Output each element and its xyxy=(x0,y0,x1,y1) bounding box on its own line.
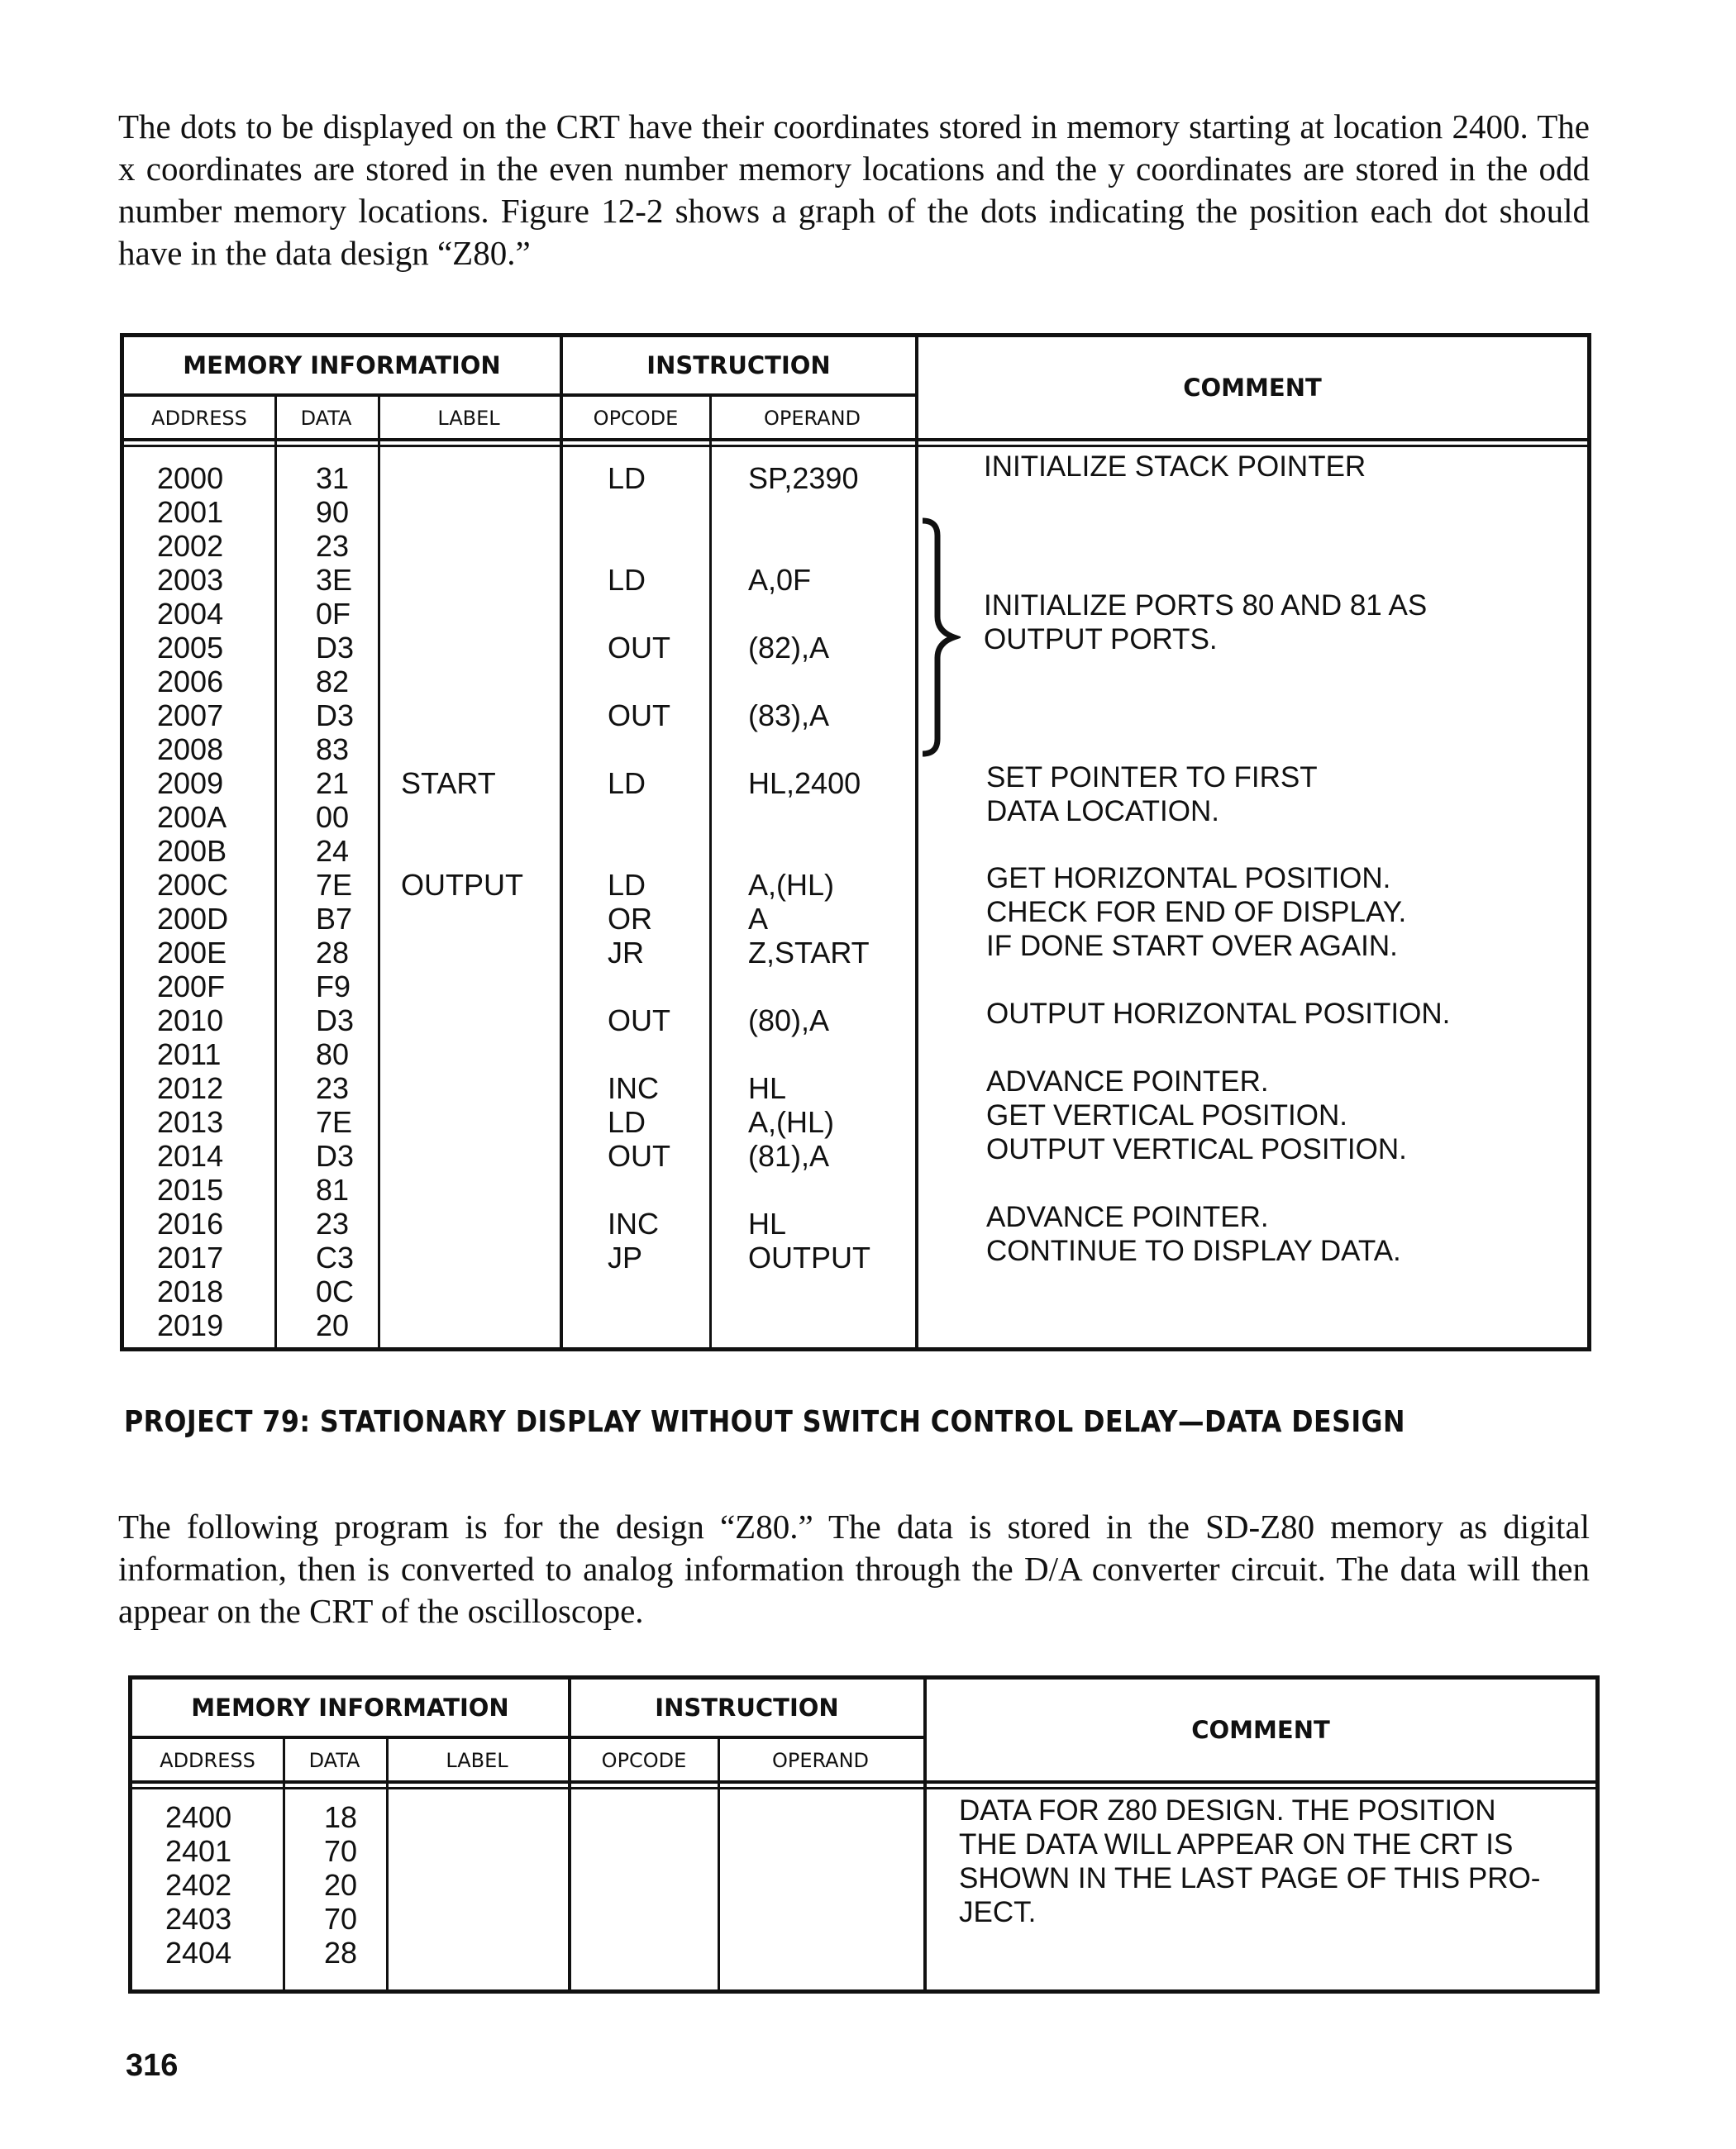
operand-column-header: OPERAND xyxy=(763,407,861,430)
data-cell: 0F xyxy=(316,597,351,631)
address-cell: 2001 xyxy=(157,495,224,529)
operand-cell: (81),A xyxy=(748,1139,830,1173)
header-bottom-rule xyxy=(132,1780,1595,1784)
address-cell: 200E xyxy=(157,936,227,970)
data-cell: D3 xyxy=(316,1003,355,1037)
data-cell: 81 xyxy=(316,1173,350,1207)
address-cell: 2013 xyxy=(157,1105,224,1139)
instruction-header: INSTRUCTION xyxy=(646,351,831,379)
project-paragraph: The following program is for the design “Z80.” The data is stored in the SD-Z80 memory as digital information, then is converted to analog information through the D/A converter circuit. The data will then appear on the CRT of the oscilloscope. xyxy=(118,1508,1590,1630)
address-cell: 2016 xyxy=(157,1207,224,1241)
comment-line: DATA LOCATION. xyxy=(986,795,1219,827)
address-cell: 200D xyxy=(157,902,229,936)
opcode-cell: INC xyxy=(608,1207,659,1241)
comment-line: CHECK FOR END OF DISPLAY. xyxy=(986,896,1407,928)
data-cell: 90 xyxy=(316,495,350,529)
opcode-cell: INC xyxy=(608,1071,659,1105)
address-cell: 2003 xyxy=(157,563,224,597)
label-column-header: LABEL xyxy=(446,1749,508,1772)
address-cell: 2401 xyxy=(165,1834,232,1868)
address-cell: 2015 xyxy=(157,1173,224,1207)
intro-paragraph: The dots to be displayed on the CRT have their coordinates stored in memory starting at location 2400. The x coordinates are stored in the even number memory locations and the y coordinates are stored in the odd number memory locations. Figure 12-2 shows a graph of the dots indicating the position each dot should have in the data design “Z80.” xyxy=(118,107,1590,272)
operand-cell: (80),A xyxy=(748,1003,830,1037)
data-cell: 23 xyxy=(316,529,350,563)
label-column-header: LABEL xyxy=(437,407,500,430)
data-comment: DATA FOR Z80 DESIGN. THE POSITION THE DATA WILL APPEAR ON THE CRT IS SHOWN IN THE LAST PAGE OF THIS PRO- JECT. xyxy=(959,1794,1541,1928)
data-cell: F9 xyxy=(316,970,351,1003)
table-row xyxy=(124,461,1587,495)
data-table xyxy=(128,1675,1600,1994)
data-cell: 18 xyxy=(324,1800,358,1834)
table-row xyxy=(124,1173,1587,1207)
address-cell: 2012 xyxy=(157,1071,224,1105)
project-heading: PROJECT 79: STATIONARY DISPLAY WITHOUT SWITCH CONTROL DELAY—DATA DESIGN xyxy=(124,1405,1405,1439)
operand-cell: HL,2400 xyxy=(748,766,861,800)
body-top-rule xyxy=(132,1787,1595,1789)
operand-column-header: OPERAND xyxy=(771,1749,870,1772)
data-cell: 21 xyxy=(316,766,350,800)
opcode-cell: LD xyxy=(608,461,646,495)
operand-cell: A xyxy=(748,902,769,936)
body-top-rule xyxy=(124,445,1587,447)
data-cell: 3E xyxy=(316,563,353,597)
address-cell: 200B xyxy=(157,834,227,868)
table-row xyxy=(124,698,1587,732)
data-cell: 24 xyxy=(316,834,350,868)
header-rule xyxy=(124,393,918,397)
address-cell: 2018 xyxy=(157,1275,224,1308)
opcode-column-header: OPCODE xyxy=(601,1749,687,1772)
comment-line: ADVANCE POINTER. xyxy=(986,1201,1269,1233)
data-cell: D3 xyxy=(316,698,355,732)
operand-cell: A,(HL) xyxy=(748,1105,835,1139)
data-cell: 70 xyxy=(324,1834,358,1868)
address-cell: 2005 xyxy=(157,631,224,665)
comment-line: GET VERTICAL POSITION. xyxy=(986,1099,1347,1132)
page-number: 316 xyxy=(126,2048,179,2083)
data-cell: 20 xyxy=(316,1308,350,1342)
address-cell: 2402 xyxy=(165,1868,232,1902)
opcode-cell: OR xyxy=(608,902,652,936)
data-cell: 00 xyxy=(316,800,350,834)
opcode-cell: OUT xyxy=(608,631,670,665)
address-cell: 2010 xyxy=(157,1003,224,1037)
data-cell: D3 xyxy=(316,1139,355,1173)
address-cell: 200C xyxy=(157,868,229,902)
data-cell: 28 xyxy=(316,936,350,970)
label-cell: START xyxy=(401,766,496,800)
opcode-cell: JP xyxy=(608,1241,643,1275)
table-row xyxy=(124,495,1587,529)
comment-line: OUTPUT PORTS. xyxy=(984,623,1218,655)
table-row xyxy=(124,1071,1587,1105)
curly-brace-icon xyxy=(919,517,961,757)
address-column-header: ADDRESS xyxy=(160,1749,255,1772)
address-cell: 2009 xyxy=(157,766,224,800)
address-cell: 2014 xyxy=(157,1139,224,1173)
operand-cell: Z,START xyxy=(748,936,870,970)
comment-header: COMMENT xyxy=(1191,1716,1330,1744)
table-row xyxy=(132,1936,1595,1970)
instruction-header: INSTRUCTION xyxy=(655,1694,839,1722)
data-cell: 83 xyxy=(316,732,350,766)
data-cell: 7E xyxy=(316,1105,353,1139)
table-row xyxy=(124,1275,1587,1308)
address-cell: 2007 xyxy=(157,698,224,732)
data-cell: 31 xyxy=(316,461,350,495)
operand-cell: SP,2390 xyxy=(748,461,859,495)
data-cell: 80 xyxy=(316,1037,350,1071)
address-cell: 2019 xyxy=(157,1308,224,1342)
address-cell: 2008 xyxy=(157,732,224,766)
memory-information-header: MEMORY INFORMATION xyxy=(183,351,501,379)
comment-line: SET POINTER TO FIRST xyxy=(986,761,1318,793)
program-table xyxy=(120,333,1591,1351)
address-cell: 2400 xyxy=(165,1800,232,1834)
data-cell: 23 xyxy=(316,1207,350,1241)
data-cell: 7E xyxy=(316,868,353,902)
opcode-cell: LD xyxy=(608,766,646,800)
comment-line: INITIALIZE STACK POINTER xyxy=(984,450,1366,483)
table-row xyxy=(124,1037,1587,1071)
data-cell: 23 xyxy=(316,1071,350,1105)
operand-cell: OUTPUT xyxy=(748,1241,870,1275)
address-cell: 2017 xyxy=(157,1241,224,1275)
header-bottom-rule xyxy=(124,438,1587,441)
data-cell: B7 xyxy=(316,902,353,936)
comment-header: COMMENT xyxy=(1183,374,1322,402)
operand-cell: A,(HL) xyxy=(748,868,835,902)
address-column-header: ADDRESS xyxy=(151,407,247,430)
data-cell: 70 xyxy=(324,1902,358,1936)
comment-line: IF DONE START OVER AGAIN. xyxy=(986,930,1398,962)
comment-line: CONTINUE TO DISPLAY DATA. xyxy=(986,1235,1401,1267)
opcode-cell: OUT xyxy=(608,1003,670,1037)
comment-line: INITIALIZE PORTS 80 AND 81 AS xyxy=(984,589,1428,622)
operand-cell: HL xyxy=(748,1207,787,1241)
address-cell: 2006 xyxy=(157,665,224,698)
header-rule xyxy=(132,1736,926,1739)
data-column-header: DATA xyxy=(308,1749,360,1772)
address-cell: 200F xyxy=(157,970,226,1003)
operand-cell: A,0F xyxy=(748,563,812,597)
opcode-cell: OUT xyxy=(608,698,670,732)
memory-information-header: MEMORY INFORMATION xyxy=(191,1694,509,1722)
operand-cell: (82),A xyxy=(748,631,830,665)
address-cell: 2002 xyxy=(157,529,224,563)
operand-cell: (83),A xyxy=(748,698,830,732)
opcode-cell: JR xyxy=(608,936,644,970)
table-row xyxy=(124,1308,1587,1342)
operand-cell: HL xyxy=(748,1071,787,1105)
address-cell: 2000 xyxy=(157,461,224,495)
data-cell: 0C xyxy=(316,1275,355,1308)
opcode-cell: LD xyxy=(608,1105,646,1139)
opcode-cell: LD xyxy=(608,868,646,902)
table-row xyxy=(124,766,1587,800)
opcode-column-header: OPCODE xyxy=(593,407,679,430)
table-row xyxy=(124,800,1587,834)
data-cell: C3 xyxy=(316,1241,355,1275)
table-row xyxy=(124,665,1587,698)
address-cell: 2004 xyxy=(157,597,224,631)
data-cell: 20 xyxy=(324,1868,358,1902)
address-cell: 2011 xyxy=(157,1037,222,1071)
opcode-cell: OUT xyxy=(608,1139,670,1173)
label-cell: OUTPUT xyxy=(401,868,523,902)
opcode-cell: LD xyxy=(608,563,646,597)
table-row xyxy=(124,631,1587,665)
data-cell: 28 xyxy=(324,1936,358,1970)
comment-line: GET HORIZONTAL POSITION. xyxy=(986,862,1391,894)
table-row xyxy=(124,732,1587,766)
data-cell: D3 xyxy=(316,631,355,665)
address-cell: 2404 xyxy=(165,1936,232,1970)
data-cell: 82 xyxy=(316,665,350,698)
table-row xyxy=(124,529,1587,563)
comment-line: OUTPUT VERTICAL POSITION. xyxy=(986,1133,1407,1165)
data-column-header: DATA xyxy=(300,407,352,430)
comment-line: OUTPUT HORIZONTAL POSITION. xyxy=(986,998,1451,1030)
comment-line: ADVANCE POINTER. xyxy=(986,1065,1269,1098)
address-cell: 2403 xyxy=(165,1902,232,1936)
address-cell: 200A xyxy=(157,800,227,834)
